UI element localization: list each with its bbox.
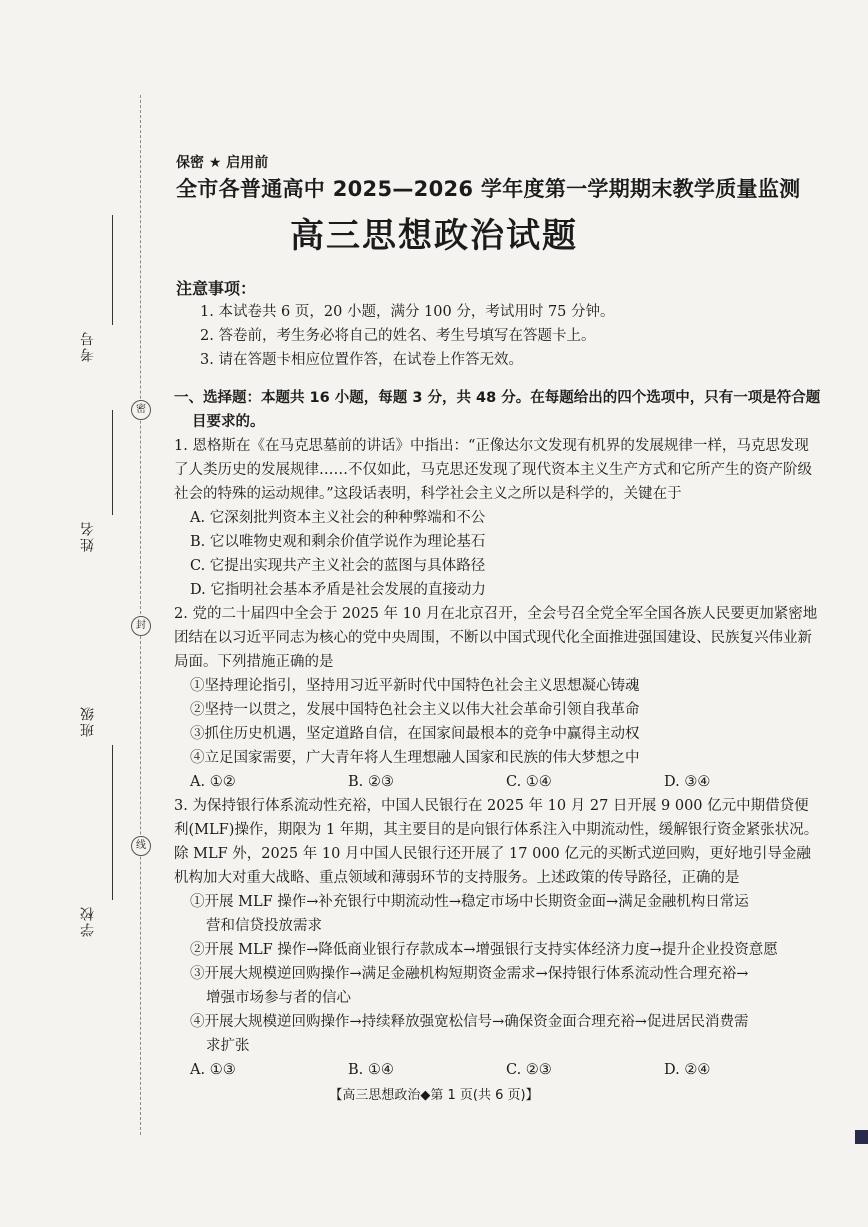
choice-b: B. ②③ — [348, 774, 394, 790]
statement-item-continued: 求扩张 — [206, 1038, 250, 1054]
notes-item: 3. 请在答题卡相应位置作答，在试卷上作答无效。 — [200, 352, 523, 368]
fill-line — [112, 410, 113, 515]
choice-d: D. ③④ — [664, 774, 711, 790]
side-field-exam-number — [78, 330, 138, 362]
option-b: B. 它以唯物史观和剩余价值学说作为理论基石 — [190, 534, 486, 550]
choice-c: C. ②③ — [506, 1062, 552, 1078]
choice-c: C. ①④ — [506, 774, 552, 790]
option-c: C. 它提出实现共产主义社会的蓝图与具体路径 — [190, 558, 486, 574]
side-field-name — [78, 520, 138, 552]
questions-area — [174, 386, 822, 1082]
question-2 — [174, 602, 822, 794]
option-d: D. 它指明社会基本矛盾是社会发展的直接动力 — [190, 582, 486, 598]
statement-item-continued: 增强市场参与者的信心 — [206, 990, 351, 1006]
section-heading-line: 目要求的。 — [192, 414, 265, 430]
statement-item: ①坚持理论指引，坚持用习近平新时代中国特色社会主义思想凝心铸魂 — [190, 678, 640, 694]
notes-list — [200, 300, 615, 372]
statement-item: ④立足国家需要，广大青年将人生理想融人国家和民族的伟大梦想之中 — [190, 750, 640, 766]
question-stem: 1. 恩格斯在《在马克思墓前的讲话》中指出：“正像达尔文发现有机界的发展规律一样，马克思发现了人类历史的发展规律……不仅如此，马克思还发现了现代资本主义生产方式和它所产生的资产阶级社会的特殊的运动规律。”这段话表明，科学社会主义之所以是科学的，关键在于 — [174, 438, 812, 502]
side-field-label: 考号 — [80, 330, 96, 362]
section-heading — [174, 386, 822, 434]
confidential-mark: 保密 ★ 启用前 — [176, 155, 269, 171]
seal-mi: 密 — [131, 400, 151, 420]
question-3 — [174, 794, 822, 1082]
statement-item: ③开展大规模逆回购操作→满足金融机构短期资金需求→保持银行体系流动性合理充裕→ — [190, 966, 749, 982]
exam-title: 高三思想政治试题 — [290, 216, 578, 256]
statement-item: ④开展大规模逆回购操作→持续释放强宽松信号→确保资金面合理充裕→促进居民消费需 — [190, 1014, 749, 1030]
statement-item: ③抓住历史机遇，坚定道路自信，在国家间最根本的竞争中赢得主动权 — [190, 726, 640, 742]
question-stem: 2. 党的二十届四中全会于 2025 年 10 月在北京召开，全会号召全党全军全国各族人民要更加紧密地团结在以习近平同志为核心的党中央周围，不断以中国式现代化全面推进强国建设、民族复兴伟业新局面。下列措施正确的是 — [174, 606, 818, 670]
notes-heading: 注意事项： — [176, 279, 257, 298]
scan-edge-mark — [855, 1130, 868, 1144]
section-heading-line: 一、选择题：本题共 16 小题，每题 3 分，共 48 分。在每题给出的四个选项中，只有一项是符合题 — [174, 390, 821, 406]
side-field-school — [78, 905, 138, 937]
answer-choices — [174, 1058, 822, 1082]
statement-item: ①开展 MLF 操作→补充银行中期流动性→稳定市场中长期资金面→满足金融机构日常运 — [190, 894, 749, 910]
exam-subtitle: 全市各普通高中 2025—2026 学年度第一学期期末教学质量监测 — [176, 177, 801, 201]
question-1 — [174, 434, 822, 602]
statement-item: ②坚持一以贯之，发展中国特色社会主义以伟大社会革命引领自我革命 — [190, 702, 640, 718]
choice-a: A. ①② — [190, 774, 236, 790]
notes-item: 1. 本试卷共 6 页，20 小题，满分 100 分，考试用时 75 分钟。 — [200, 304, 615, 320]
seal-xian: 线 — [131, 836, 151, 856]
statement-item-continued: 营和信贷投放需求 — [206, 918, 322, 934]
seal-feng: 封 — [131, 616, 151, 636]
page-footer: 【高三思想政治◆第 1 页(共 6 页)】 — [329, 1088, 539, 1103]
side-field-label: 学校 — [80, 905, 96, 937]
choice-b: B. ①④ — [348, 1062, 394, 1078]
side-field-label: 姓名 — [80, 520, 96, 552]
option-a: A. 它深刻批判资本主义社会的种种弊端和不公 — [190, 510, 486, 526]
statement-item: ②开展 MLF 操作→降低商业银行存款成本→增强银行支持实体经济力度→提升企业投资意愿 — [190, 942, 778, 958]
choice-d: D. ②④ — [664, 1062, 711, 1078]
choice-a: A. ①③ — [190, 1062, 236, 1078]
answer-choices — [174, 770, 822, 794]
side-field-class — [78, 705, 138, 737]
question-stem: 3. 为保持银行体系流动性充裕，中国人民银行在 2025 年 10 月 27 日开展 9 000 亿元中期借贷便利(MLF)操作，期限为 1 年期，其主要目的是向银行体系注入中期流动性，缓解银行资金紧张状况。除 MLF 外，2025 年 10 月中国人民银行还开展了 17 000 亿元的买断式逆回购，更好地引导金融机构加大对重大战略、重点领域和薄弱环节的支持服务。上述政策的传导路径，正确的是 — [174, 798, 819, 886]
side-field-label: 班级 — [80, 705, 96, 737]
fill-line — [112, 795, 113, 900]
notes-item: 2. 答卷前，考生务必将自己的姓名、考生号填写在答题卡上。 — [200, 328, 596, 344]
